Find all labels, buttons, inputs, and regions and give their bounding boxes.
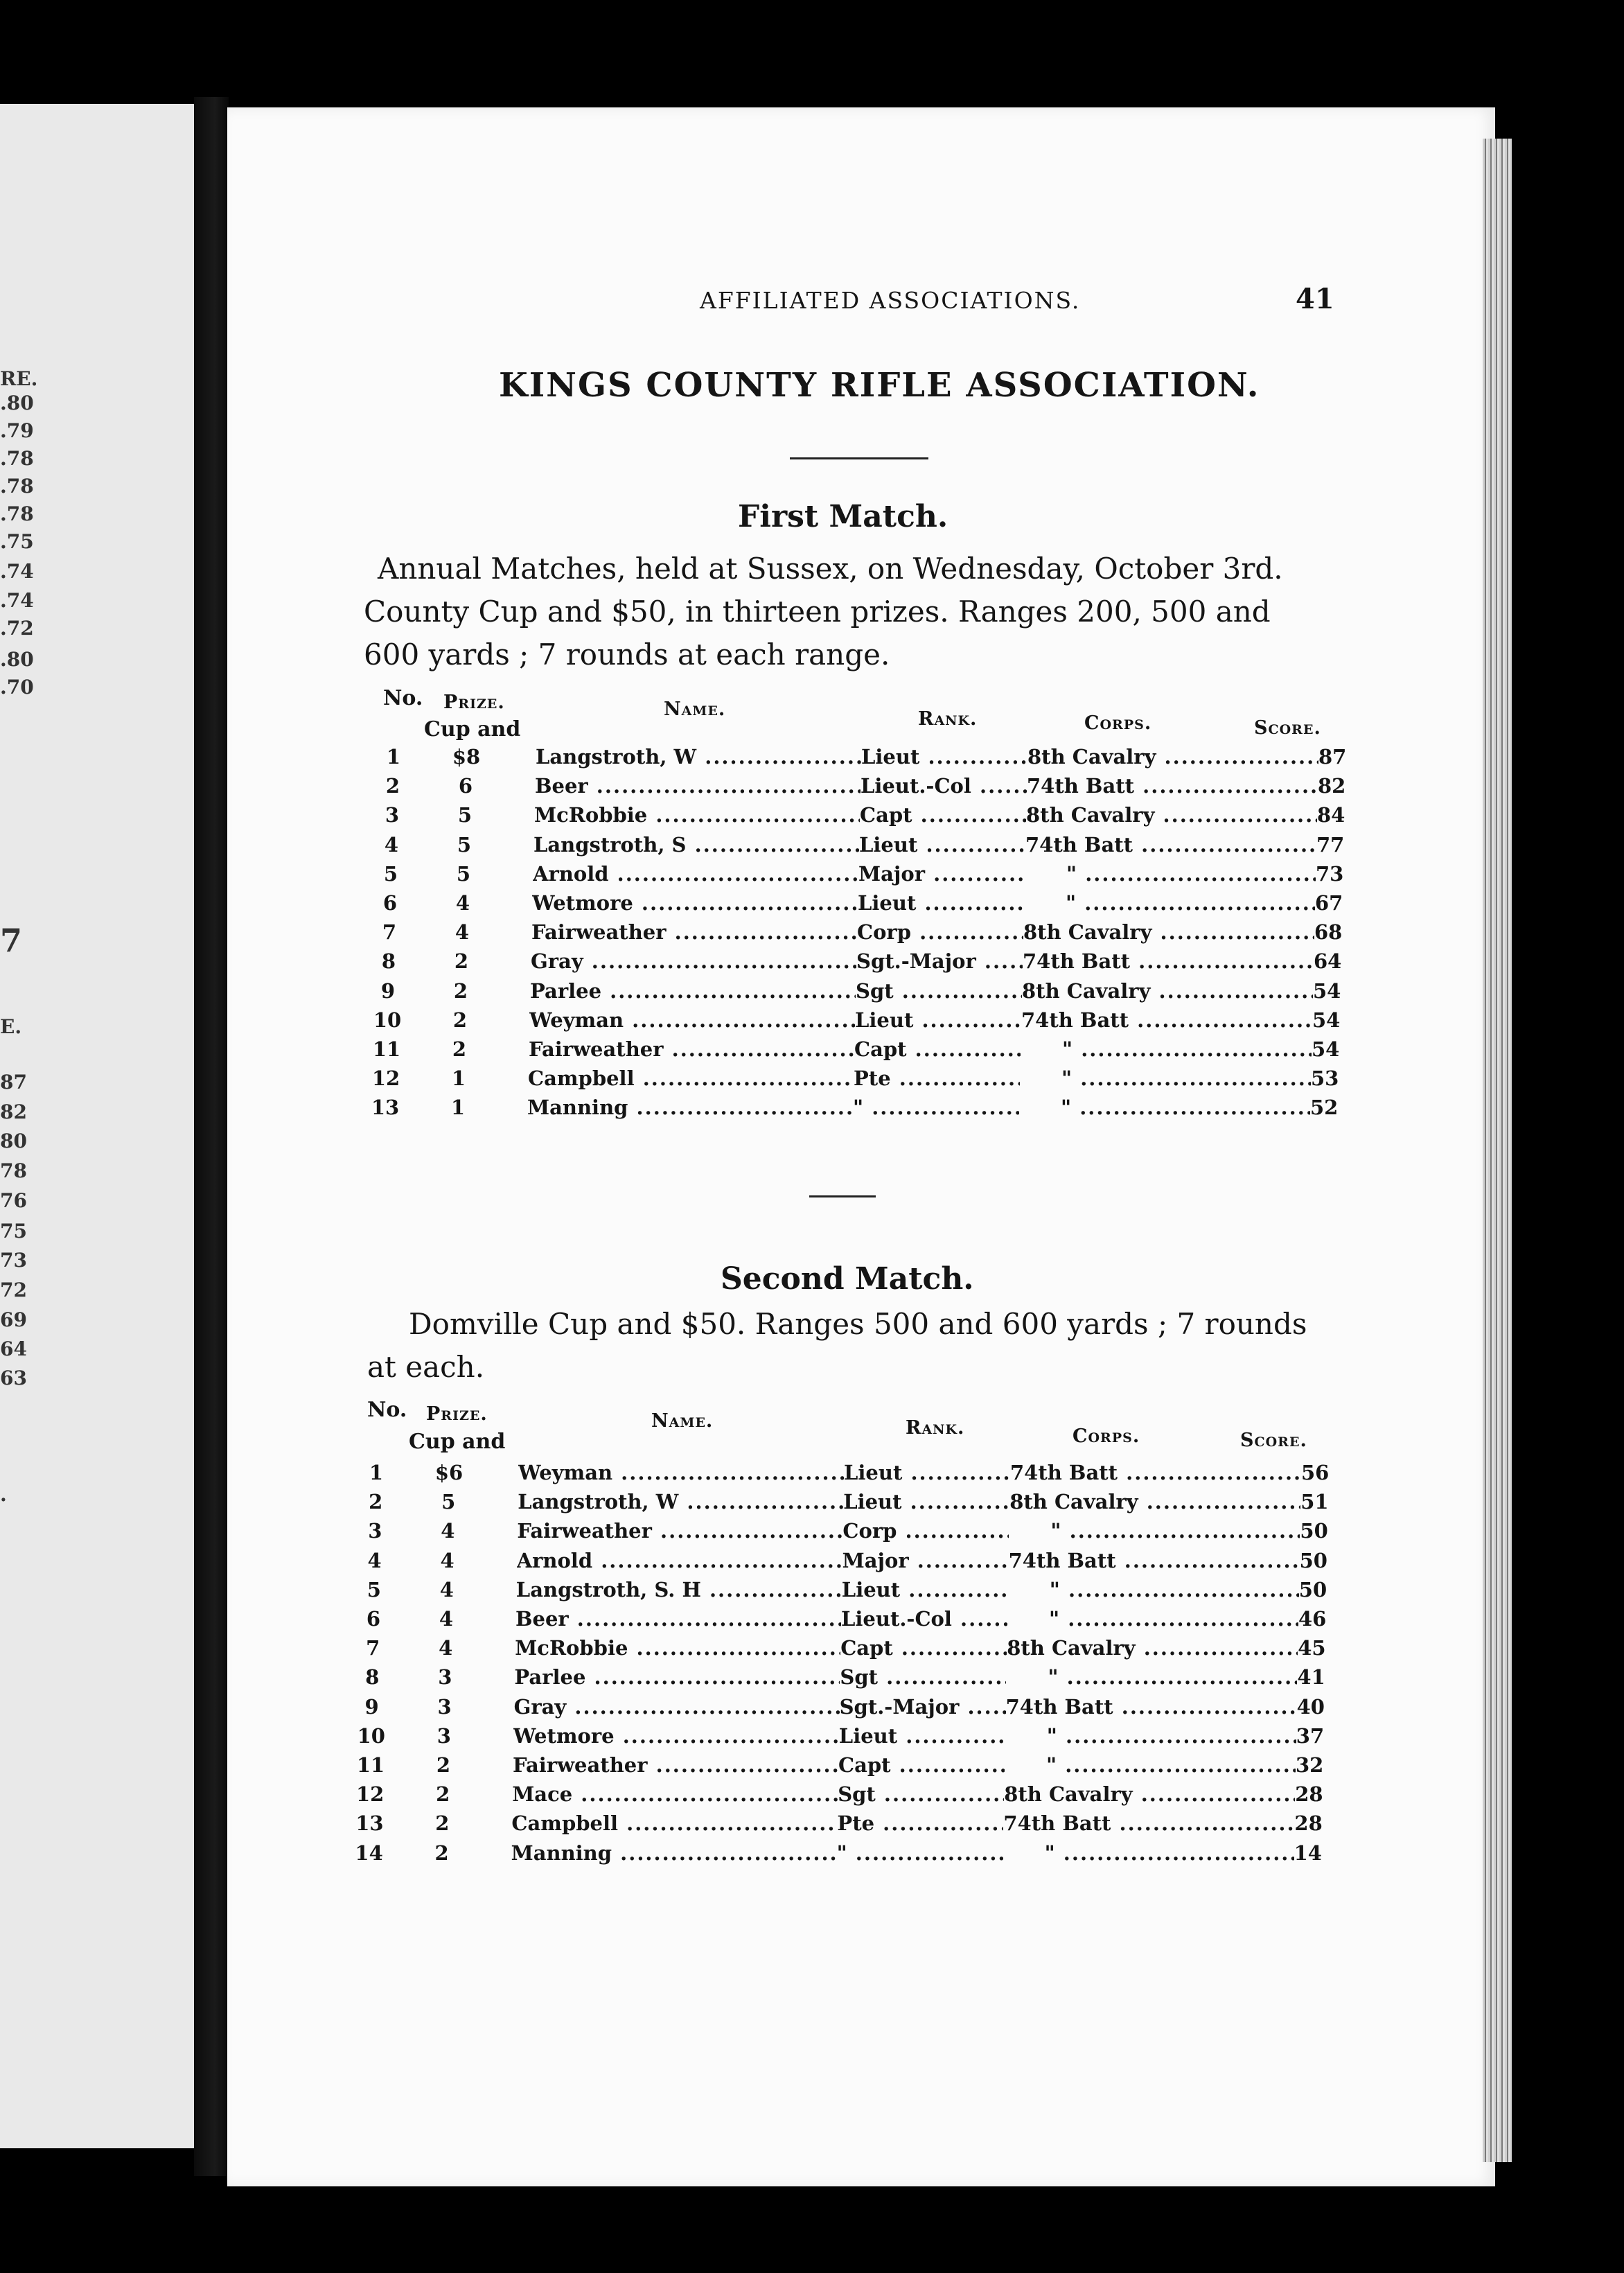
cell-score: 67 — [1315, 891, 1343, 915]
cell-corps: 74th Batt ..... — [1027, 774, 1318, 798]
cell-score: 54 — [1313, 978, 1341, 1003]
table-row — [362, 1067, 1401, 1096]
cell-prize: 5 — [457, 832, 472, 857]
table-row — [351, 1490, 1391, 1519]
left-page-text: 69 — [0, 1308, 27, 1331]
cell-name: Campbell ..... — [528, 1067, 854, 1090]
cell-corps: " ..... — [1008, 1578, 1299, 1601]
cell-name: Parlee ..... — [530, 979, 856, 1003]
cell-rank: Corp ..... — [842, 1519, 1009, 1543]
cell-no: 2 — [385, 774, 400, 798]
cell-no: 14 — [355, 1841, 383, 1865]
title-rule — [790, 457, 928, 459]
cell-rank: " ..... — [837, 1841, 1003, 1865]
column-header: No. — [367, 1398, 407, 1422]
cell-score: 54 — [1312, 1037, 1340, 1061]
table-row — [350, 1578, 1389, 1607]
cell-no: 4 — [367, 1548, 382, 1572]
column-header: Score. — [1254, 717, 1321, 739]
left-page-text: 64 — [0, 1337, 27, 1360]
cell-no: 1 — [386, 745, 401, 769]
cell-corps: 74th Batt ..... — [1010, 1461, 1301, 1484]
intro-line: at each. — [367, 1350, 485, 1384]
cell-rank: Lieut ..... — [843, 1490, 1009, 1513]
left-page-text: .74 — [0, 560, 34, 583]
cell-score: 37 — [1296, 1723, 1325, 1748]
cell-name: Campbell ..... — [511, 1811, 837, 1835]
intro-line: Annual Matches, held at Sussex, on Wednesday, October 3rd. — [378, 552, 1283, 586]
intro-line: County Cup and $50, in thirteen prizes. Ranges 200, 500 and — [364, 595, 1271, 629]
cell-name: Wetmore ..... — [513, 1724, 839, 1748]
cell-prize: 3 — [436, 1723, 451, 1748]
cell-corps: " ..... — [1006, 1665, 1297, 1689]
page-number: 41 — [1296, 283, 1334, 315]
table-row — [364, 949, 1404, 978]
left-page-text: 75 — [0, 1220, 27, 1243]
cell-score: 40 — [1296, 1694, 1325, 1719]
cell-prize: 4 — [455, 891, 470, 915]
left-page-text: . — [0, 1483, 7, 1506]
cell-name: Beer ..... — [535, 774, 860, 798]
cell-prize: 4 — [439, 1577, 454, 1601]
cell-name: Fairweather ..... — [513, 1753, 838, 1777]
left-page-fragment — [0, 104, 194, 2148]
left-page-text: .70 — [0, 676, 34, 699]
cell-name: Gray ..... — [531, 949, 856, 973]
running-head: AFFILIATED ASSOCIATIONS. — [700, 287, 1081, 314]
cell-score: 84 — [1317, 803, 1345, 827]
table-row — [351, 1549, 1390, 1578]
cell-no: 6 — [366, 1607, 381, 1631]
intro-line: 600 yards ; 7 rounds at each range. — [364, 638, 890, 672]
cell-name: Manning ..... — [511, 1841, 837, 1865]
cell-no: 11 — [356, 1753, 385, 1777]
left-page-text: .80 — [0, 392, 34, 414]
cell-score: 32 — [1296, 1753, 1324, 1777]
left-page-text: .72 — [0, 617, 34, 640]
left-page-text: .78 — [0, 447, 34, 470]
cell-corps: 8th Cavalry ..... — [1027, 745, 1318, 769]
cell-no: 13 — [371, 1096, 400, 1120]
table-row — [368, 803, 1407, 832]
left-page-text: 87 — [0, 1071, 27, 1094]
cell-no: 1 — [369, 1461, 384, 1484]
section-rule — [809, 1195, 876, 1197]
cell-prize: 5 — [457, 803, 473, 827]
table-row — [345, 1841, 1384, 1870]
cell-corps: 74th Batt ..... — [1003, 1811, 1294, 1835]
cell-prize: 5 — [456, 861, 471, 886]
page-title: KINGS COUNTY RIFLE ASSOCIATION. — [499, 366, 1260, 405]
cell-prize: 2 — [453, 978, 468, 1003]
cell-name: Weyman ..... — [529, 1008, 855, 1032]
cell-no: 8 — [381, 949, 396, 974]
cell-prize: 2 — [454, 949, 469, 974]
cell-corps: 8th Cavalry ..... — [1009, 1490, 1300, 1513]
cell-name: McRobbie ..... — [534, 803, 860, 827]
left-page-text: .80 — [0, 648, 34, 671]
cell-score: 82 — [1318, 774, 1346, 798]
cell-corps: " ..... — [1020, 1067, 1311, 1090]
cell-corps: " ..... — [1025, 862, 1316, 886]
cell-name: Mace ..... — [512, 1782, 838, 1806]
cell-prize: 1 — [450, 1096, 466, 1120]
cell-prize: $8 — [452, 745, 481, 769]
cell-corps: " ..... — [1005, 1724, 1296, 1748]
cell-rank: Sgt.-Major ..... — [856, 949, 1023, 973]
cell-no: 4 — [384, 832, 399, 857]
cell-name: Weyman ..... — [518, 1461, 844, 1484]
cell-score: 77 — [1316, 832, 1345, 857]
second-match-title: Second Match. — [721, 1261, 974, 1297]
cell-no: 10 — [357, 1723, 385, 1748]
cell-rank: Lieut ..... — [858, 891, 1024, 915]
column-header: Rank. — [918, 708, 978, 730]
cell-prize: 2 — [452, 1037, 467, 1061]
column-header: Cup and — [424, 717, 521, 741]
cell-score: 73 — [1316, 861, 1344, 886]
cell-score: 28 — [1294, 1811, 1323, 1836]
left-page-text: RE. — [0, 367, 38, 390]
cell-corps: " ..... — [1009, 1519, 1300, 1543]
cell-prize: 4 — [454, 920, 470, 945]
left-page-text: 78 — [0, 1159, 27, 1182]
cell-name: Fairweather ..... — [529, 1037, 854, 1061]
table-row — [367, 833, 1406, 862]
column-header: No. — [383, 686, 423, 710]
cell-name: Gray ..... — [514, 1695, 840, 1719]
cell-rank: Capt ..... — [840, 1636, 1007, 1660]
cell-no: 7 — [382, 920, 397, 945]
cell-corps: 8th Cavalry ..... — [1023, 920, 1314, 944]
column-header: Rank. — [906, 1417, 965, 1439]
cell-no: 9 — [364, 1694, 379, 1719]
column-header: Name. — [664, 699, 726, 720]
left-page-text: .78 — [0, 475, 34, 498]
cell-rank: Sgt ..... — [840, 1665, 1006, 1689]
column-header: Cup and — [409, 1430, 506, 1454]
table-row — [363, 1008, 1402, 1037]
table-row — [369, 774, 1408, 803]
left-page-text: 82 — [0, 1100, 27, 1123]
cell-no: 3 — [385, 803, 400, 827]
cell-name: Beer ..... — [515, 1607, 841, 1631]
table-row — [348, 1665, 1387, 1694]
cell-rank: Sgt ..... — [856, 979, 1022, 1003]
cell-no: 2 — [369, 1490, 383, 1514]
cell-no: 11 — [372, 1037, 401, 1061]
cell-prize: 2 — [452, 1008, 468, 1032]
cell-name: Langstroth, S ..... — [533, 833, 859, 857]
cell-rank: Lieut ..... — [859, 833, 1025, 857]
left-page-text: 63 — [0, 1367, 27, 1389]
table-row — [347, 1724, 1386, 1753]
cell-rank: Lieut ..... — [842, 1578, 1008, 1601]
table-row — [352, 1461, 1391, 1490]
table-row — [346, 1753, 1386, 1782]
cell-corps: 74th Batt ..... — [1006, 1695, 1297, 1719]
column-header: Prize. — [426, 1403, 488, 1425]
cell-name: Arnold ..... — [533, 862, 858, 886]
cell-corps: 8th Cavalry ..... — [1022, 979, 1313, 1003]
table-row — [361, 1096, 1400, 1125]
cell-score: 50 — [1300, 1519, 1328, 1543]
cell-corps: 74th Batt ..... — [1009, 1549, 1300, 1572]
cell-score: 51 — [1300, 1490, 1329, 1514]
cell-score: 64 — [1314, 949, 1342, 974]
intro-line: Domville Cup and $50. Ranges 500 and 600 yards ; 7 rounds — [409, 1307, 1307, 1341]
table-row — [366, 891, 1405, 920]
column-header: Prize. — [443, 692, 505, 713]
cell-no: 5 — [367, 1577, 381, 1601]
cell-score: 68 — [1314, 920, 1343, 945]
second-match-intro — [367, 1303, 1307, 1389]
cell-corps: " ..... — [1007, 1607, 1298, 1631]
cell-score: 87 — [1318, 745, 1347, 769]
table-row — [348, 1695, 1387, 1724]
cell-score: 54 — [1312, 1008, 1341, 1032]
cell-score: 50 — [1299, 1548, 1327, 1572]
cell-rank: Capt ..... — [860, 803, 1026, 827]
left-page-text: .78 — [0, 502, 34, 525]
cell-score: 45 — [1298, 1636, 1326, 1660]
table-row — [364, 979, 1403, 1008]
cell-no: 8 — [365, 1665, 380, 1690]
left-page-text: E. — [0, 1015, 22, 1038]
cell-corps: " ..... — [1021, 1037, 1312, 1061]
left-page-text: .75 — [0, 530, 34, 553]
left-page-text: 7 — [0, 922, 23, 959]
cell-rank: Capt ..... — [854, 1037, 1021, 1061]
table-row — [367, 862, 1406, 891]
first-match-title: First Match. — [738, 499, 948, 534]
cell-corps: 74th Batt ..... — [1023, 949, 1314, 973]
table-row — [345, 1811, 1384, 1841]
page-edge — [1483, 139, 1512, 2162]
cell-no: 5 — [383, 861, 398, 886]
cell-name: Arnold ..... — [517, 1549, 842, 1572]
left-page-text: 80 — [0, 1130, 27, 1152]
cell-score: 50 — [1298, 1577, 1327, 1601]
left-page-text: 76 — [0, 1189, 27, 1212]
cell-name: Wetmore ..... — [532, 891, 858, 915]
cell-name: Langstroth, S. H ..... — [516, 1578, 842, 1601]
cell-score: 14 — [1294, 1841, 1322, 1865]
cell-no: 9 — [380, 978, 396, 1003]
cell-name: Langstroth, W ..... — [518, 1490, 843, 1513]
cell-name: Manning ..... — [527, 1096, 853, 1119]
cell-no: 12 — [371, 1067, 400, 1091]
cell-corps: 8th Cavalry ..... — [1026, 803, 1317, 827]
left-page-text: .74 — [0, 589, 34, 612]
cell-prize: 5 — [441, 1490, 456, 1514]
cell-name: Parlee ..... — [514, 1665, 840, 1689]
cell-rank: " ..... — [853, 1096, 1019, 1119]
cell-prize: 4 — [439, 1636, 453, 1660]
left-page-text: 73 — [0, 1249, 27, 1272]
cell-name: Fairweather ..... — [531, 920, 857, 944]
cell-name: Langstroth, W ..... — [536, 745, 861, 769]
cell-corps: " ..... — [1005, 1753, 1296, 1777]
cell-no: 13 — [355, 1811, 384, 1836]
table-row — [362, 1037, 1402, 1067]
cell-rank: Lieut.-Col ..... — [841, 1607, 1007, 1631]
cell-prize: $6 — [434, 1461, 464, 1484]
cell-rank: Pte ..... — [854, 1067, 1020, 1090]
cell-rank: Lieut ..... — [855, 1008, 1021, 1032]
cell-prize: 2 — [436, 1753, 451, 1777]
cell-score: 46 — [1298, 1607, 1327, 1631]
cell-corps: 8th Cavalry ..... — [1007, 1636, 1298, 1660]
cell-no: 12 — [356, 1782, 385, 1807]
table-row — [369, 745, 1409, 774]
cell-prize: 3 — [438, 1665, 452, 1690]
cell-rank: Lieut.-Col ..... — [860, 774, 1027, 798]
cell-corps: 74th Batt ..... — [1021, 1008, 1312, 1032]
first-match-intro — [364, 547, 1283, 676]
cell-no: 6 — [382, 891, 398, 915]
column-header: Score. — [1240, 1430, 1307, 1451]
cell-prize: 2 — [435, 1811, 450, 1836]
cell-rank: Lieut ..... — [844, 1461, 1010, 1484]
cell-name: McRobbie ..... — [515, 1636, 840, 1660]
cell-corps: " ..... — [1019, 1096, 1310, 1119]
cell-rank: Major ..... — [842, 1549, 1009, 1572]
left-page-text: 72 — [0, 1279, 27, 1301]
cell-prize: 2 — [434, 1841, 449, 1865]
cell-rank: Capt ..... — [838, 1753, 1005, 1777]
cell-score: 56 — [1301, 1461, 1330, 1484]
cell-corps: 8th Cavalry ..... — [1004, 1782, 1295, 1806]
table-row — [351, 1519, 1390, 1548]
left-page-text: .79 — [0, 419, 34, 442]
cell-rank: Sgt.-Major ..... — [840, 1695, 1006, 1719]
cell-score: 41 — [1297, 1665, 1325, 1690]
cell-corps: " ..... — [1024, 891, 1315, 915]
cell-prize: 4 — [441, 1519, 455, 1543]
cell-prize: 3 — [437, 1694, 452, 1719]
cell-score: 52 — [1310, 1096, 1339, 1120]
cell-prize: 2 — [436, 1782, 450, 1807]
cell-score: 53 — [1311, 1067, 1339, 1091]
cell-prize: 6 — [458, 774, 473, 798]
cell-prize: 1 — [451, 1067, 466, 1091]
cell-score: 28 — [1295, 1782, 1323, 1807]
table-row — [348, 1636, 1388, 1665]
table-row — [365, 920, 1404, 949]
cell-no: 10 — [373, 1008, 402, 1032]
column-header: Corps. — [1073, 1425, 1140, 1447]
cell-prize: 4 — [439, 1607, 454, 1631]
cell-corps: 74th Batt ..... — [1025, 833, 1316, 857]
cell-no: 7 — [366, 1636, 380, 1660]
cell-rank: Pte ..... — [837, 1811, 1003, 1835]
page — [227, 107, 1495, 2186]
cell-name: Fairweather ..... — [517, 1519, 842, 1543]
column-header: Name. — [651, 1410, 714, 1432]
column-header: Corps. — [1084, 712, 1152, 734]
cell-prize: 4 — [440, 1548, 454, 1572]
cell-no: 3 — [368, 1519, 382, 1543]
cell-rank: Major ..... — [858, 862, 1025, 886]
table-row — [349, 1607, 1388, 1636]
cell-rank: Sgt ..... — [838, 1782, 1004, 1806]
book-spine — [194, 97, 229, 2176]
cell-rank: Lieut ..... — [839, 1724, 1005, 1748]
table-row — [346, 1782, 1385, 1811]
cell-rank: Lieut ..... — [861, 745, 1027, 769]
cell-rank: Corp ..... — [857, 920, 1023, 944]
cell-corps: " ..... — [1003, 1841, 1294, 1865]
